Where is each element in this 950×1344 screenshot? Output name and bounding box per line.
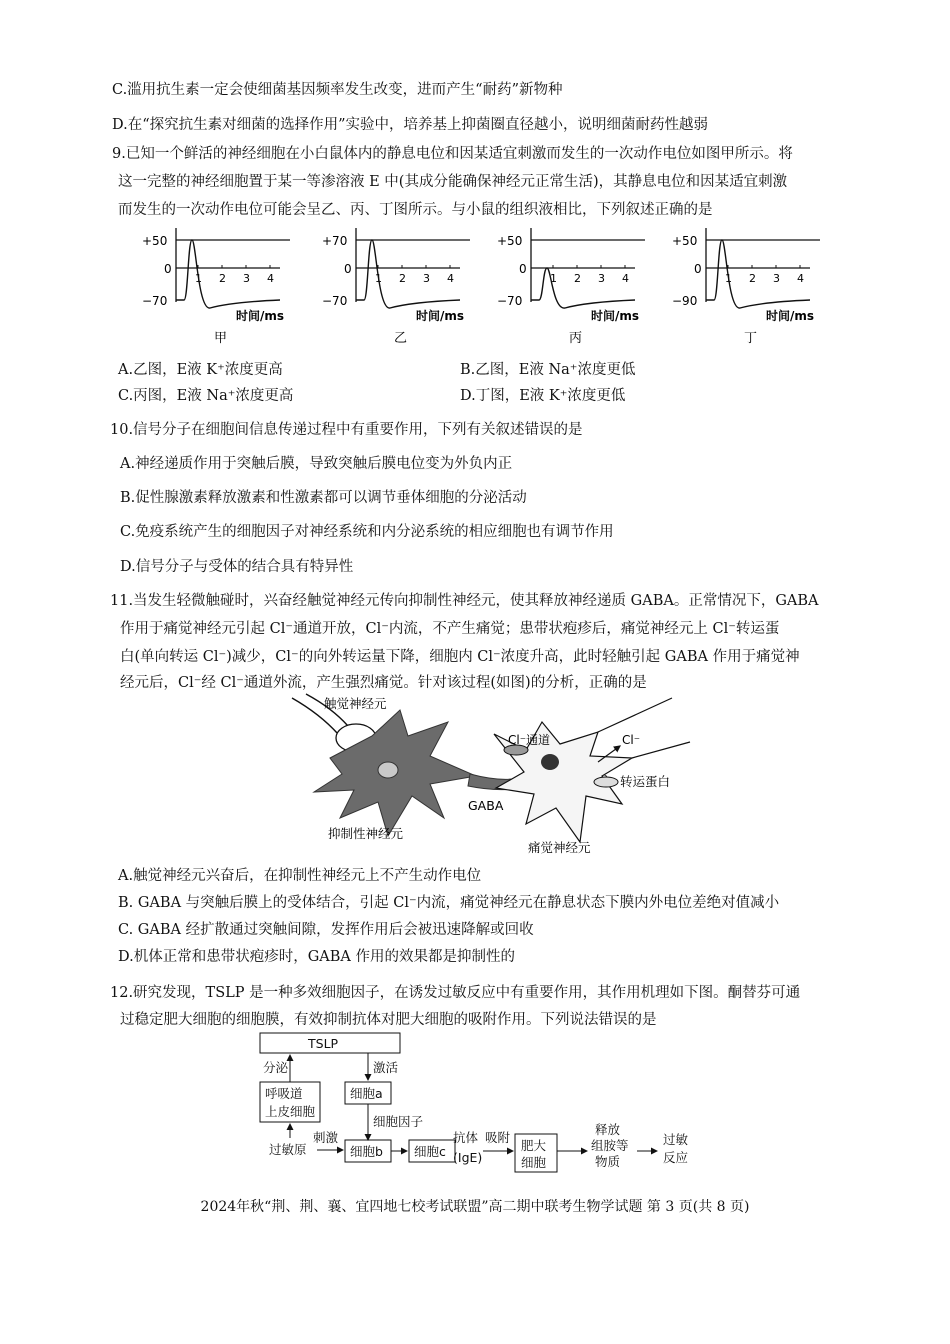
label-secrete: 分泌 bbox=[263, 1060, 289, 1075]
graph-yi bbox=[322, 228, 470, 346]
label-epithelial-1: 呼吸道 bbox=[265, 1086, 303, 1101]
label-cell-c: 细胞c bbox=[414, 1144, 446, 1159]
label-stimulate: 刺激 bbox=[313, 1130, 339, 1145]
tick-label: 1 bbox=[195, 272, 202, 285]
q8-option-d: D.在“探究抗生素对细菌的选择作用”实验中，培养基上抑菌圈直径越小，说明细菌耐药性越弱 bbox=[112, 117, 709, 133]
fig-label-cl: Cl⁻ bbox=[622, 733, 641, 747]
label-tslp: TSLP bbox=[308, 1036, 339, 1051]
label-cell-b: 细胞b bbox=[350, 1144, 383, 1159]
q10-option-d: D.信号分子与受体的结合具有特异性 bbox=[120, 559, 354, 575]
q9-stem-line3: 而发生的一次动作电位可能会呈乙、丙、丁图所示。与小鼠的组织液相比，下列叙述正确的是 bbox=[118, 202, 713, 218]
q9-stem-line1: 9.已知一个鲜活的神经细胞在小白鼠体内的静息电位和因某适宜刺激而发生的一次动作电位如图甲所示。将 bbox=[112, 146, 793, 162]
q12-stem-line1: 12.研究发现，TSLP 是一种多效细胞因子，在诱发过敏反应中有重要作用，其作用机理如下图。酮替芬可通 bbox=[110, 985, 801, 1001]
fig-label-inhibitory: 抑制性神经元 bbox=[328, 826, 404, 841]
q10-option-b: B.促性腺激素释放激素和性激素都可以调节垂体细胞的分泌活动 bbox=[120, 490, 527, 506]
label-zero: 0 bbox=[164, 262, 172, 276]
tick-label: 4 bbox=[447, 272, 454, 285]
transporter-shape bbox=[594, 777, 618, 787]
tick-label: 2 bbox=[219, 272, 226, 285]
potential-curve bbox=[531, 268, 635, 308]
tick-label: 3 bbox=[773, 272, 780, 285]
tick-label: 2 bbox=[749, 272, 756, 285]
label-top: +70 bbox=[322, 234, 348, 248]
label-release-2: 组胺等 bbox=[591, 1138, 629, 1153]
label-bottom: −90 bbox=[672, 294, 698, 308]
page-footer: 2024年秋“荆、荆、襄、宜四地七校考试联盟”高二期中联考生物学试题 第 3 页(共 8 页) bbox=[200, 1199, 750, 1215]
label-top: +50 bbox=[672, 234, 698, 248]
label-allergen: 过敏原 bbox=[269, 1142, 307, 1157]
q12-stem-line2: 过稳定肥大细胞的细胞膜，有效抑制抗体对肥大细胞的吸附作用。下列说法错误的是 bbox=[120, 1012, 657, 1028]
q11-stem-line1: 11.当发生轻微触碰时，兴奋经触觉神经元传向抑制性神经元，使其释放神经递质 GABA。正常情况下，GABA bbox=[110, 593, 819, 609]
q9-stem-line2: 这一完整的神经细胞置于某一等渗溶液 E 中(其成分能确保神经元正常生活)，其静息电位和因某适宜刺激 bbox=[118, 174, 788, 190]
label-top: +50 bbox=[142, 234, 168, 248]
time-label: 时间/ms bbox=[416, 309, 465, 323]
tick-label: 4 bbox=[267, 272, 274, 285]
time-label: 时间/ms bbox=[766, 309, 815, 323]
label-mast-1: 肥大 bbox=[521, 1138, 547, 1153]
potential-curve bbox=[176, 240, 280, 308]
q11-stem-line2: 作用于痛觉神经元引起 Cl⁻通道开放，Cl⁻内流，不产生痛觉；患带状疱疹后，痛觉神经元上 Cl⁻转运蛋 bbox=[120, 621, 780, 637]
q8-option-c: C.滥用抗生素一定会使细菌基因频率发生改变，进而产生“耐药”新物种 bbox=[112, 82, 563, 98]
potential-curve bbox=[356, 240, 460, 308]
tick-label: 1 bbox=[375, 272, 382, 285]
tick-label: 2 bbox=[574, 272, 581, 285]
fig-label-transporter: 转运蛋白 bbox=[620, 774, 671, 789]
fig-label-cl-channel: Cl⁻通道 bbox=[508, 733, 551, 747]
label-cell-a: 细胞a bbox=[350, 1086, 383, 1101]
q10-option-a: A.神经递质作用于突触后膜，导致突触后膜电位变为外负内正 bbox=[120, 456, 513, 472]
tick-label: 1 bbox=[725, 272, 732, 285]
fig-label-gaba: GABA bbox=[468, 798, 504, 813]
q11-option-b: B. GABA 与突触后膜上的受体结合，引起 Cl⁻内流，痛觉神经元在静息状态下膜内外电位差绝对值减小 bbox=[118, 895, 780, 911]
inhibitory-neuron-nucleus bbox=[378, 762, 398, 778]
q11-option-a: A.触觉神经元兴奋后，在抑制性神经元上不产生动作电位 bbox=[118, 868, 482, 884]
tick-label: 4 bbox=[797, 272, 804, 285]
fig-label-pain: 痛觉神经元 bbox=[528, 840, 591, 855]
label-release-3: 物质 bbox=[595, 1154, 621, 1169]
q12-flow-diagram bbox=[255, 1030, 705, 1175]
graph-name: 丙 bbox=[569, 331, 583, 346]
graph-jia bbox=[142, 228, 290, 346]
q11-option-c: C. GABA 经扩散通过突触间隙，发挥作用后会被迅速降解或回收 bbox=[118, 922, 534, 938]
q9-graphs bbox=[140, 222, 860, 350]
graph-name: 丁 bbox=[744, 331, 758, 346]
label-antibody-2: (IgE) bbox=[453, 1150, 483, 1165]
q11-neuron-figure bbox=[280, 692, 700, 860]
label-adsorb: 吸附 bbox=[485, 1130, 511, 1145]
graph-ding bbox=[672, 228, 820, 346]
q10-option-c: C.免疫系统产生的细胞因子对神经系统和内分泌系统的相应细胞也有调节作用 bbox=[120, 524, 614, 540]
label-bottom: −70 bbox=[322, 294, 348, 308]
tick-label: 4 bbox=[622, 272, 629, 285]
label-cytokine: 细胞因子 bbox=[373, 1114, 424, 1129]
q9-option-d: D.丁图，E液 K⁺浓度更低 bbox=[460, 388, 626, 404]
potential-curve bbox=[706, 240, 810, 308]
label-bottom: −70 bbox=[142, 294, 168, 308]
q11-stem-line4: 经元后，Cl⁻经 Cl⁻通道外流，产生强烈痛觉。针对该过程(如图)的分析，正确的是 bbox=[120, 675, 647, 691]
label-activate: 激活 bbox=[373, 1060, 399, 1075]
tick-label: 2 bbox=[399, 272, 406, 285]
label-zero: 0 bbox=[694, 262, 702, 276]
label-epithelial-2: 上皮细胞 bbox=[265, 1104, 316, 1119]
fig-label-touch: 触觉神经元 bbox=[324, 696, 387, 711]
tick-label: 1 bbox=[550, 272, 557, 285]
time-label: 时间/ms bbox=[591, 309, 640, 323]
tick-label: 3 bbox=[598, 272, 605, 285]
label-zero: 0 bbox=[519, 262, 527, 276]
label-allergy-2: 反应 bbox=[663, 1150, 689, 1165]
tick-label: 3 bbox=[243, 272, 250, 285]
q9-option-c: C.丙图，E液 Na⁺浓度更高 bbox=[118, 388, 294, 404]
label-bottom: −70 bbox=[497, 294, 523, 308]
q9-option-b: B.乙图，E液 Na⁺浓度更低 bbox=[460, 362, 636, 378]
label-zero: 0 bbox=[344, 262, 352, 276]
label-allergy-1: 过敏 bbox=[663, 1132, 689, 1147]
graph-bing bbox=[497, 228, 645, 346]
label-release-1: 释放 bbox=[595, 1122, 621, 1137]
q11-option-d: D.机体正常和患带状疱疹时，GABA 作用的效果都是抑制性的 bbox=[118, 949, 516, 965]
q9-option-a: A.乙图，E液 K⁺浓度更高 bbox=[118, 362, 283, 378]
pain-neuron-nucleus bbox=[541, 754, 559, 770]
label-mast-2: 细胞 bbox=[521, 1155, 547, 1170]
tick-label: 3 bbox=[423, 272, 430, 285]
q11-stem-line3: 白(单向转运 Cl⁻)减少，Cl⁻的向外转运量下降，细胞内 Cl⁻浓度升高，此时轻触引起 GABA 作用于痛觉神 bbox=[120, 649, 800, 665]
time-label: 时间/ms bbox=[236, 309, 285, 323]
label-top: +50 bbox=[497, 234, 523, 248]
graph-name: 乙 bbox=[394, 331, 408, 346]
label-antibody-1: 抗体 bbox=[453, 1130, 479, 1145]
q10-stem: 10.信号分子在细胞间信息传递过程中有重要作用，下列有关叙述错误的是 bbox=[110, 422, 583, 438]
graph-name: 甲 bbox=[214, 331, 228, 346]
